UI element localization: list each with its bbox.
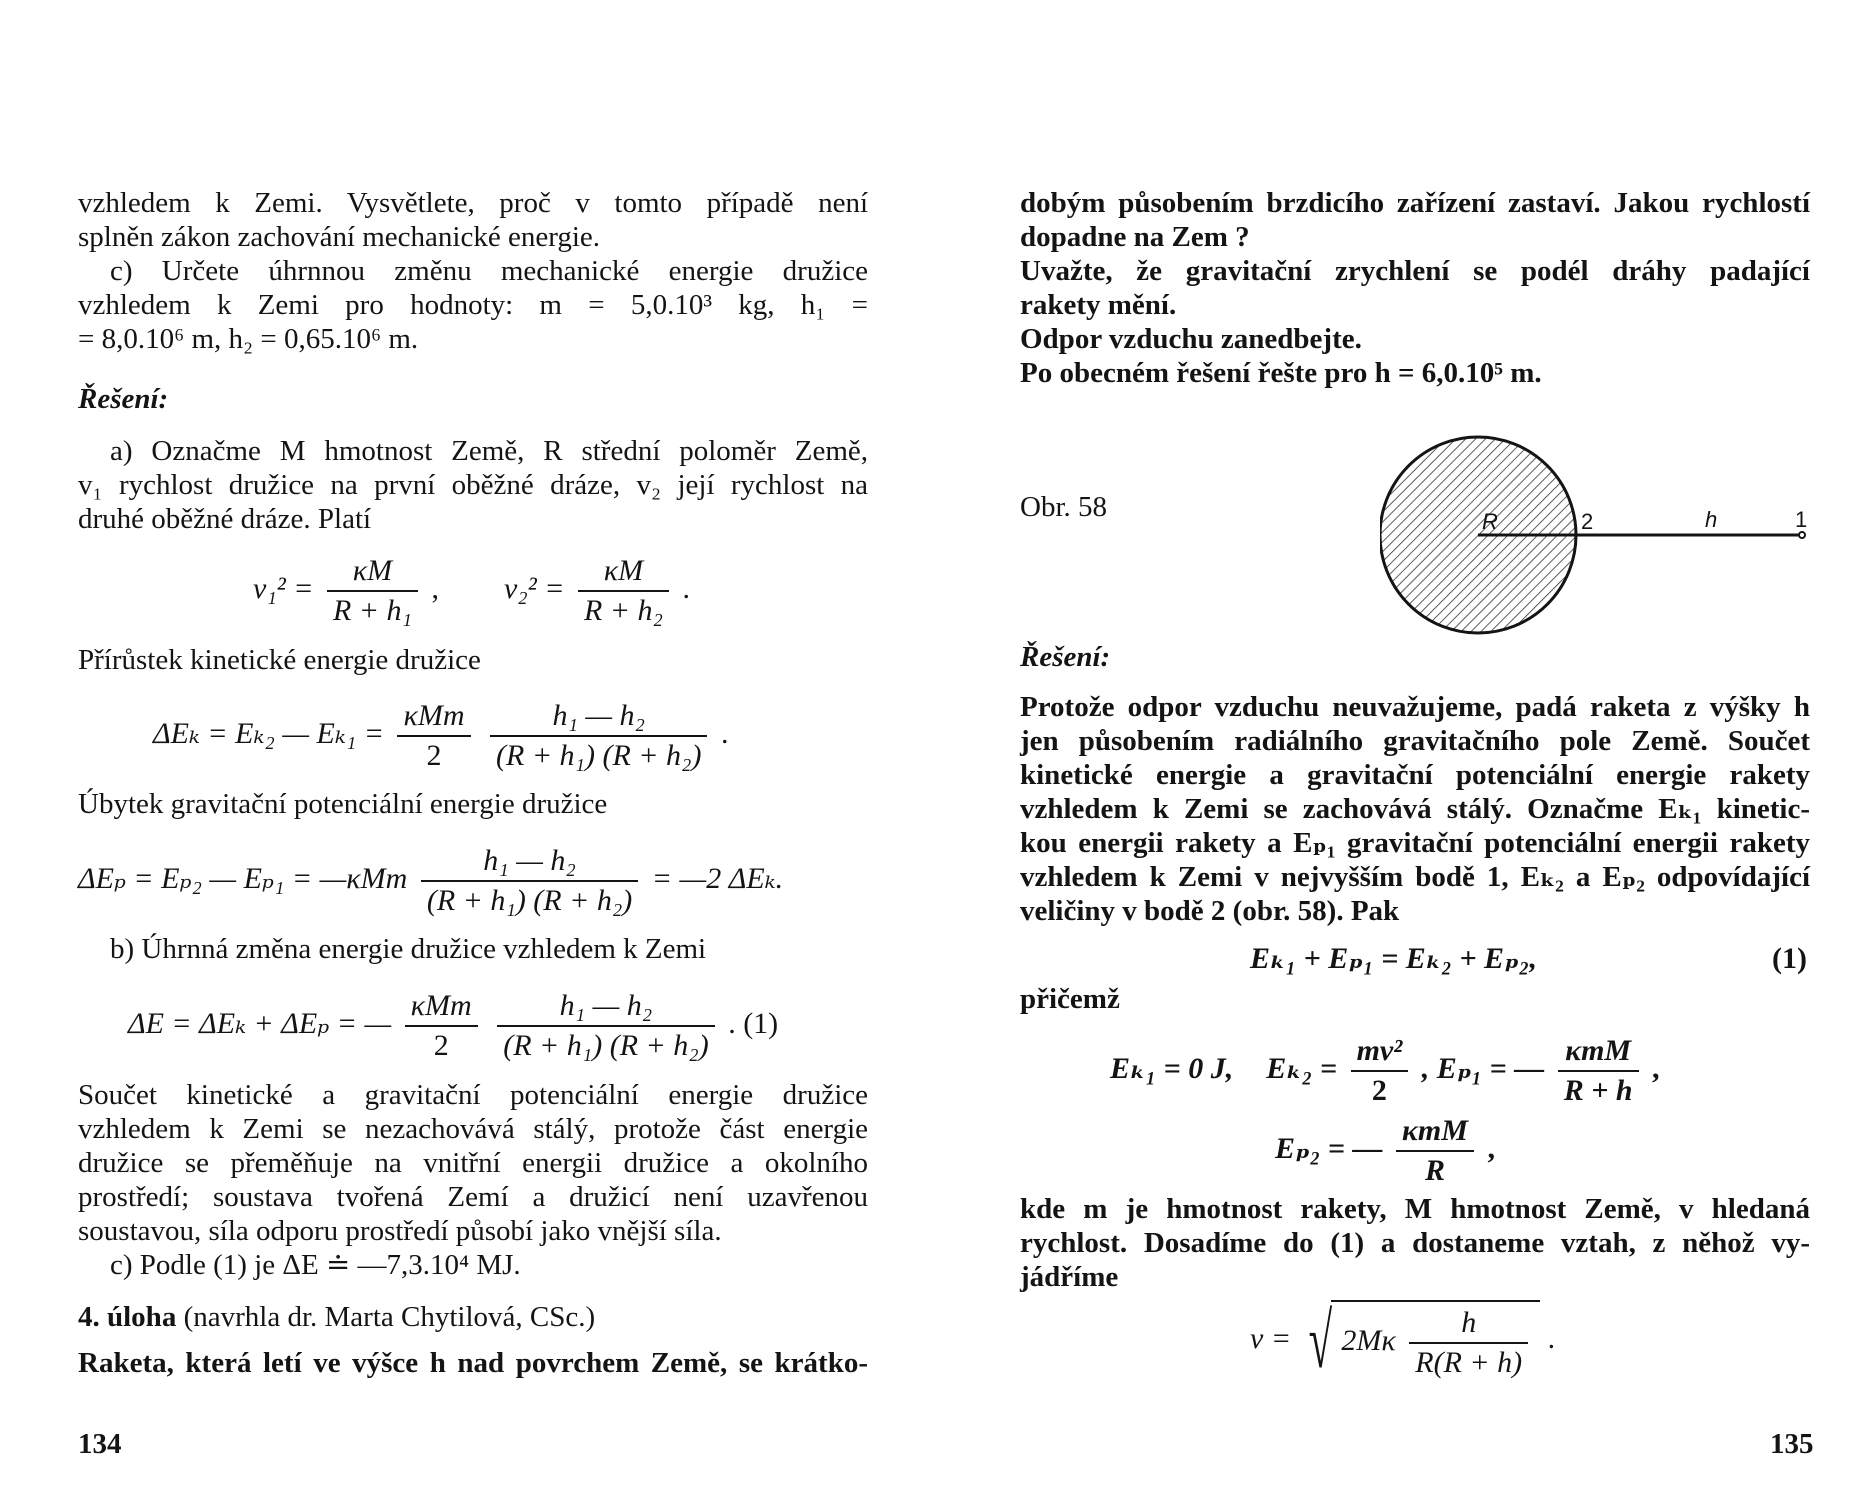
equation-energy-conservation: Eₖ₁ + Eₚ₁ = Eₖ₂ + Eₚ₂,: [1250, 942, 1537, 975]
text-line: dobým působením brzdicího zařízení zastaví. Jakou rychlostí: [1020, 187, 1810, 219]
fraction: $\frac{\text{h₁ — h₂}}{\text{(R + h₁) (R + h₂)}}$: [497, 987, 714, 1065]
text-line: vzhledem k Zemi v nejvyšším bodě 1, Eₖ₂ a Eₚ₂ odpovídající: [1020, 861, 1810, 893]
text-line: vzhledem k Zemi se nezachovává stálý, protože část energie: [78, 1113, 868, 1145]
text-line: vzhledem k Zemi. Vysvětlete, proč v tomto případě není: [78, 187, 868, 219]
fraction: $\frac{\text{h₁ — h₂}}{\text{(R + h₁) (R + h₂)}}$: [421, 842, 638, 920]
text-line: rakety mění.: [1020, 289, 1177, 321]
text-line: jádříme: [1020, 1261, 1119, 1293]
text-line: vzhledem k Zemi pro hodnoty: m = 5,0.10³ kg, h₁ =: [78, 289, 868, 321]
equation-velocities: v₁² = $\frac{\kappa M}{\text{R + h₁}}$ , v₂² = $\frac{\kappa M}{\text{R + h₂}}$ .: [253, 552, 690, 630]
text-line: Přírůstek kinetické energie družice: [78, 644, 481, 676]
fraction: $\frac{\text{h₁ — h₂}}{\text{(R + h₁) (R + h₂)}}$: [490, 697, 707, 775]
page-number: 134: [78, 1428, 122, 1460]
text-line: jen působením radiálního gravitačního pole Země. Součet: [1020, 725, 1810, 757]
fraction: $\frac{\text{mv²}}{2}$: [1351, 1032, 1409, 1110]
section-heading: Řešení:: [78, 383, 169, 415]
text-line: kinetické energie a gravitační potenciální energie rakety: [1020, 759, 1810, 791]
text-line: c) Podle (1) je ΔE ≐ —7,3.10⁴ MJ.: [110, 1249, 521, 1281]
task-heading: 4. úloha (navrhla dr. Marta Chytilová, CSc.): [78, 1301, 596, 1333]
section-heading: Řešení:: [1020, 641, 1111, 673]
text-line: b) Úhrnná změna energie družice vzhledem k Zemi: [110, 933, 707, 965]
fraction: $\frac{\text{κMm}}{2}$: [397, 697, 470, 775]
equation-delta-ek: ΔEₖ = Eₖ₂ — Eₖ₁ = $\frac{\text{κMm}}{2}$ $\frac{\text{h₁ — h₂}}{\text{(R + h₁) (R + h₂)}}$ .: [153, 697, 728, 775]
figure-caption: Obr. 58: [1020, 491, 1107, 523]
label-r: R: [1482, 509, 1498, 534]
equation-number: (1): [1772, 942, 1807, 975]
equation-energies: Eₖ₁ = 0 J, Eₖ₂ = $\frac{\text{mv²}}{2}$ , Eₚ₁ = — $\frac{\text{κmM}}{R + h}$ ,: [1110, 1032, 1660, 1110]
text-line: rychlost. Dosadíme do (1) a dostaneme vztah, z něhož vy-: [1020, 1227, 1810, 1259]
fraction: $\frac{\text{κmM}}{R + h}$: [1558, 1032, 1639, 1110]
figure-58: [1380, 425, 1820, 665]
equation-velocity: v = √ 2Mκ $\frac{h}{R(R + h)}$ .: [1250, 1297, 1556, 1384]
text-line: splněn zákon zachování mechanické energie.: [78, 221, 601, 253]
fraction: $\frac{\kappa M}{\text{R + h₁}}$: [327, 552, 418, 630]
right-page: [1020, 0, 1814, 1500]
fraction: $\frac{h}{R(R + h)}$: [1409, 1304, 1528, 1382]
label-1: 1: [1795, 507, 1808, 532]
text-line: v₁ rychlost družice na první oběžné dráze, v₂ její rychlost na: [78, 469, 868, 501]
label-2: 2: [1581, 509, 1594, 534]
fraction: $\frac{\text{κMm}}{2}$: [405, 987, 478, 1065]
text-line: soustavou, síla odporu prostředí působí jako vnější síla.: [78, 1215, 722, 1247]
text-line: prostředí; soustava tvořená Zemí a družicí není uzavřenou: [78, 1181, 868, 1213]
text-line: Uvažte, že gravitační zrychlení se podél dráhy padající: [1020, 255, 1810, 287]
fraction: $\frac{\text{κmM}}{R}$: [1396, 1112, 1474, 1190]
text-line: = 8,0.10⁶ m, h₂ = 0,65.10⁶ m.: [78, 323, 419, 355]
text-line: Odpor vzduchu zanedbejte.: [1020, 323, 1362, 355]
page-number: 135: [1770, 1428, 1814, 1460]
text-line: kou energii rakety a Eₚ₁ gravitační potenciální energii rakety: [1020, 827, 1810, 859]
text-line: vzhledem k Zemi se zachovává stálý. Označme Eₖ₁ kinetic-: [1020, 793, 1810, 825]
text-line: Raketa, která letí ve výšce h nad povrchem Země, se krátko-: [78, 1347, 868, 1379]
equation-number: . (1): [728, 1006, 779, 1040]
equation-delta-e: ΔE = ΔEₖ + ΔEₚ = — $\frac{\text{κMm}}{2}$ $\frac{\text{h₁ — h₂}}{\text{(R + h₁) (R + h₂)}}$ . (1): [128, 987, 778, 1065]
text-line: Součet kinetické a gravitační potenciální energie družice: [78, 1079, 868, 1111]
fraction: $\frac{\kappa M}{\text{R + h₂}}$: [578, 552, 669, 630]
label-h: h: [1705, 507, 1718, 532]
text-line: dopadne na Zem ?: [1020, 221, 1250, 253]
text-line: a) Označme M hmotnost Země, R střední poloměr Země,: [110, 435, 868, 467]
text-line: družice se přeměňuje na vnitřní energii družice a okolního: [78, 1147, 868, 1179]
sqrt-content: 2Mκ $\frac{h}{R(R + h)}$: [1331, 1300, 1540, 1382]
equation-ep2: Eₚ₂ = — $\frac{\text{κmM}}{R}$ ,: [1275, 1112, 1495, 1190]
equation-delta-ep: ΔEₚ = Eₚ₂ — Eₚ₁ = —κMm $\frac{\text{h₁ — h₂}}{\text{(R + h₁) (R + h₂)}}$ = —2 ΔEₖ.: [78, 842, 783, 920]
text-line: c) Určete úhrnnou změnu mechanické energie družice: [110, 255, 868, 287]
text-line: Po obecném řešení řešte pro h = 6,0.10⁵ m.: [1020, 357, 1542, 389]
text-line: veličiny v bodě 2 (obr. 58). Pak: [1020, 895, 1400, 927]
text-line: Úbytek gravitační potenciální energie družice: [78, 788, 608, 820]
sqrt-sign: √: [1308, 1297, 1332, 1384]
text-line: kde m je hmotnost rakety, M hmotnost Země, v hledaná: [1020, 1193, 1810, 1225]
text-line: Protože odpor vzduchu neuvažujeme, padá raketa z výšky h: [1020, 691, 1810, 723]
left-page: [78, 0, 868, 1500]
text-line: přičemž: [1020, 983, 1120, 1015]
text-line: druhé oběžné dráze. Platí: [78, 503, 372, 535]
point-1: [1799, 532, 1805, 538]
